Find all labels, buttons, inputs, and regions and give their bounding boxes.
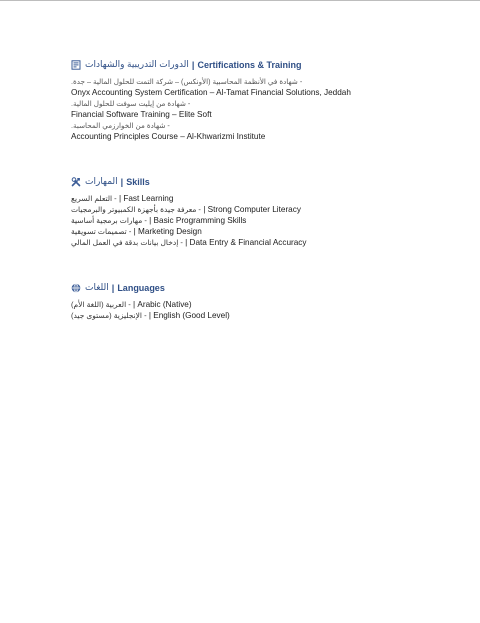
language-2-arabic: - الإنجليزية (مستوى جيد) (71, 311, 147, 320)
tools-icon (71, 177, 81, 187)
heading-separator: | (111, 282, 115, 293)
skill-4-arabic: - تصميمات تسويقية (71, 227, 132, 236)
certification-2-arabic: - شهادة من إيليت سوفت للحلول المالية. (71, 99, 191, 108)
certification-3-english: Accounting Principles Course – Al-Khwarizmi Institute (71, 132, 266, 141)
list-item (71, 310, 451, 321)
languages-section (71, 282, 451, 321)
skill-3-arabic: - مهارات برمجية أساسية (71, 216, 147, 225)
list-item (71, 204, 451, 215)
globe-icon (71, 283, 81, 293)
skills-heading (71, 176, 451, 187)
page-top-border (0, 0, 480, 1)
certifications-section (71, 59, 451, 142)
languages-heading-arabic: اللغات (85, 282, 109, 292)
languages-heading (71, 282, 451, 293)
skill-4-english: | Marketing Design (133, 227, 202, 236)
skill-1-arabic: - التعلم السريع (71, 194, 117, 203)
list-item (71, 226, 451, 237)
certification-1-english: Onyx Accounting System Certification – Al-Tamat Financial Solutions, Jeddah (71, 88, 351, 97)
certifications-heading-arabic: الدورات التدريبية والشهادات (85, 59, 189, 69)
list-item (71, 215, 451, 226)
certification-2-english: Financial Software Training – Elite Soft (71, 110, 212, 119)
list-item (71, 299, 451, 310)
language-1-english: | Arabic (Native) (133, 300, 192, 309)
language-1-arabic: - العربية (اللغة الأم) (71, 300, 131, 309)
skill-1-english: | Fast Learning (118, 194, 174, 203)
skills-heading-arabic: المهارات (85, 176, 118, 186)
certifications-heading-english: Certifications & Training (197, 59, 302, 70)
heading-separator: | (191, 59, 195, 70)
certification-1-arabic: - شهادة في الأنظمة المحاسبية (الأونكس) – شركة التمت للحلول المالية – جدة. (71, 77, 303, 86)
skill-2-arabic: - معرفة جيدة بأجهزة الكمبيوتر والبرمجيات (71, 205, 201, 214)
skill-2-english: | Strong Computer Literacy (203, 205, 301, 214)
skill-3-english: | Basic Programming Skills (149, 216, 247, 225)
heading-separator: | (120, 176, 124, 187)
skill-5-arabic: - إدخال بيانات بدقة في العمل المالي (71, 238, 183, 247)
language-2-english: | English (Good Level) (148, 311, 230, 320)
certification-3-arabic: - شهادة من الخوارزمي المحاسبة. (71, 121, 170, 130)
skills-heading-english: Skills (126, 176, 150, 187)
skill-5-english: | Data Entry & Financial Accuracy (185, 238, 307, 247)
list-item (71, 193, 451, 204)
list-item (71, 237, 451, 248)
certifications-heading (71, 59, 451, 70)
languages-heading-english: Languages (117, 282, 165, 293)
certificate-icon (71, 60, 81, 70)
skills-section (71, 176, 451, 248)
